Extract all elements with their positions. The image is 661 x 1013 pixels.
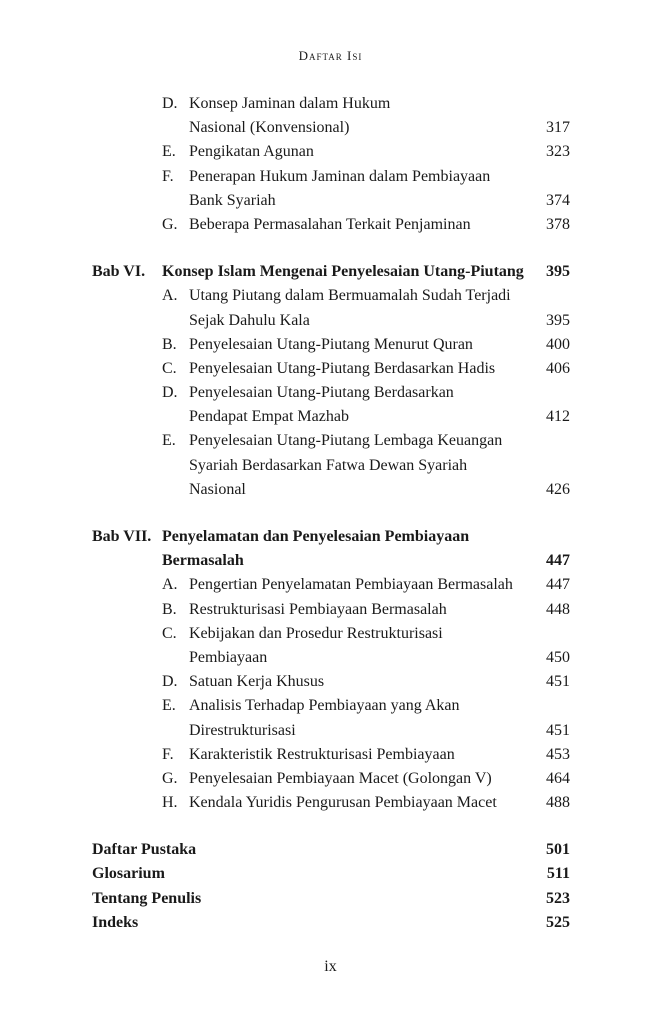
entry-page: 447 [546, 576, 570, 594]
entry-title: Glosarium [92, 865, 165, 883]
chapter-label: Bab VI. [92, 263, 146, 281]
entry-title: Direstrukturisasi [189, 721, 296, 739]
entry-title: Kendala Yuridis Pengurusan Pembiayaan Macet [189, 794, 497, 812]
toc-entry[interactable] [92, 381, 570, 405]
table-of-contents [92, 92, 570, 935]
entry-letter: F. [162, 167, 174, 185]
back-matter-entry[interactable] [92, 862, 570, 886]
entry-title: Utang Piutang dalam Bermuamalah Sudah Terjadi [189, 287, 511, 305]
toc-entry[interactable] [92, 598, 570, 622]
toc-entry[interactable] [92, 670, 570, 694]
toc-entry[interactable] [92, 694, 570, 718]
chapter-title: Konsep Islam Mengenai Penyelesaian Utang-Piutang [162, 263, 524, 281]
entry-letter: C. [162, 359, 177, 377]
entry-title: Restrukturisasi Pembiayaan Bermasalah [189, 600, 447, 618]
toc-entry-continued[interactable] [92, 478, 570, 502]
entry-title: Penyelesaian Utang-Piutang Berdasarkan [189, 384, 454, 402]
toc-entry[interactable] [92, 622, 570, 646]
toc-entry[interactable] [92, 333, 570, 357]
entry-letter: F. [162, 745, 174, 763]
entry-letter: E. [162, 697, 176, 715]
entry-letter: B. [162, 335, 177, 353]
entry-page: 400 [546, 335, 570, 353]
entry-page: 511 [546, 865, 570, 883]
toc-entry-continued[interactable] [92, 189, 570, 213]
entry-letter: D. [162, 95, 178, 112]
toc-entry[interactable] [92, 165, 570, 189]
section-gap [92, 502, 570, 525]
entry-title: Daftar Pustaka [92, 841, 197, 859]
entry-title: Pembiayaan [189, 648, 268, 666]
toc-entry[interactable] [92, 573, 570, 597]
toc-entry[interactable] [92, 429, 570, 453]
running-head: Daftar Isi [298, 48, 363, 63]
entry-title: Syariah Berdasarkan Fatwa Dewan Syariah [189, 456, 468, 474]
back-matter-entry[interactable] [92, 887, 570, 911]
entry-page: 453 [546, 745, 570, 763]
entry-page: 464 [546, 769, 570, 787]
entry-letter: B. [162, 600, 177, 618]
entry-title: Kebijakan dan Prosedur Restrukturisasi [189, 624, 443, 642]
entry-letter: E. [162, 432, 176, 450]
entry-letter: C. [162, 624, 177, 642]
toc-entry-continued[interactable] [92, 405, 570, 429]
entry-letter: D. [162, 384, 178, 402]
toc-entry[interactable] [92, 284, 570, 308]
entry-title: Nasional (Konvensional) [189, 119, 350, 137]
entry-page: 501 [546, 841, 570, 859]
entry-letter: H. [162, 794, 178, 812]
toc-entry[interactable] [92, 92, 570, 116]
entry-page: 406 [546, 359, 570, 377]
entry-page: 426 [546, 480, 570, 498]
chapter-page: 447 [546, 552, 570, 570]
entry-title: Beberapa Permasalahan Terkait Penjaminan [189, 215, 471, 233]
section-gap [92, 237, 570, 260]
entry-page: 451 [546, 721, 570, 739]
entry-title: Karakteristik Restrukturisasi Pembiayaan [189, 745, 455, 763]
back-matter-entry[interactable] [92, 911, 570, 935]
entry-title: Analisis Terhadap Pembiayaan yang Akan [189, 697, 460, 715]
chapter-vii-heading[interactable] [92, 525, 570, 549]
entry-title: Bank Syariah [189, 191, 276, 209]
toc-entry[interactable] [92, 357, 570, 381]
chapter-title: Bermasalah [162, 552, 244, 570]
entry-title: Penyelesaian Utang-Piutang Berdasarkan Hadis [189, 359, 496, 377]
entry-page: 448 [546, 600, 570, 618]
toc-entry[interactable] [92, 213, 570, 237]
entry-page: 451 [546, 673, 570, 691]
entry-page: 374 [546, 191, 570, 209]
section-gap [92, 815, 570, 838]
entry-title: Konsep Jaminan dalam Hukum [189, 95, 391, 112]
toc-entry-continued[interactable] [92, 719, 570, 743]
entry-letter: E. [162, 143, 176, 161]
toc-entry-continued[interactable] [92, 646, 570, 670]
toc-entry-continued[interactable] [92, 454, 570, 478]
page-number: ix [324, 958, 337, 975]
entry-title: Indeks [92, 913, 139, 931]
entry-title: Tentang Penulis [92, 889, 202, 907]
chapter-vi-heading[interactable] [92, 260, 570, 284]
entry-letter: G. [162, 215, 178, 233]
entry-title: Pengertian Penyelamatan Pembiayaan Bermasalah [189, 576, 513, 594]
toc-entry-continued[interactable] [92, 309, 570, 333]
entry-page: 378 [546, 215, 570, 233]
entry-letter: A. [162, 287, 178, 305]
entry-page: 317 [546, 119, 570, 137]
entry-letter: G. [162, 769, 178, 787]
entry-title: Penyelesaian Utang-Piutang Lembaga Keuangan [189, 432, 503, 450]
back-matter-entry[interactable] [92, 838, 570, 862]
chapter-page: 395 [546, 263, 570, 281]
entry-title: Penyelesaian Utang-Piutang Menurut Quran [189, 335, 473, 353]
chapter-label: Bab VII. [92, 528, 152, 545]
toc-entry[interactable] [92, 791, 570, 815]
entry-page: 488 [546, 794, 570, 812]
chapter-vii-heading-continued[interactable] [92, 549, 570, 573]
toc-entry-continued[interactable] [92, 116, 570, 140]
entry-letter: D. [162, 673, 178, 691]
entry-page: 450 [546, 648, 570, 666]
entry-page: 523 [546, 889, 570, 907]
toc-entry[interactable] [92, 767, 570, 791]
entry-title: Penyelesaian Pembiayaan Macet (Golongan V) [189, 769, 492, 787]
toc-entry[interactable] [92, 140, 570, 164]
entry-title: Satuan Kerja Khusus [189, 673, 325, 691]
entry-title: Sejak Dahulu Kala [189, 311, 310, 329]
toc-entry[interactable] [92, 743, 570, 767]
entry-letter: A. [162, 576, 178, 594]
entry-page: 395 [546, 311, 570, 329]
entry-page: 525 [546, 913, 570, 931]
entry-title: Penerapan Hukum Jaminan dalam Pembiayaan [189, 167, 491, 185]
entry-page: 412 [546, 408, 570, 426]
entry-title: Nasional [189, 480, 246, 498]
entry-title: Pendapat Empat Mazhab [189, 408, 349, 426]
chapter-title: Penyelamatan dan Penyelesaian Pembiayaan [162, 528, 470, 545]
entry-page: 323 [546, 143, 570, 161]
entry-title: Pengikatan Agunan [189, 143, 314, 161]
